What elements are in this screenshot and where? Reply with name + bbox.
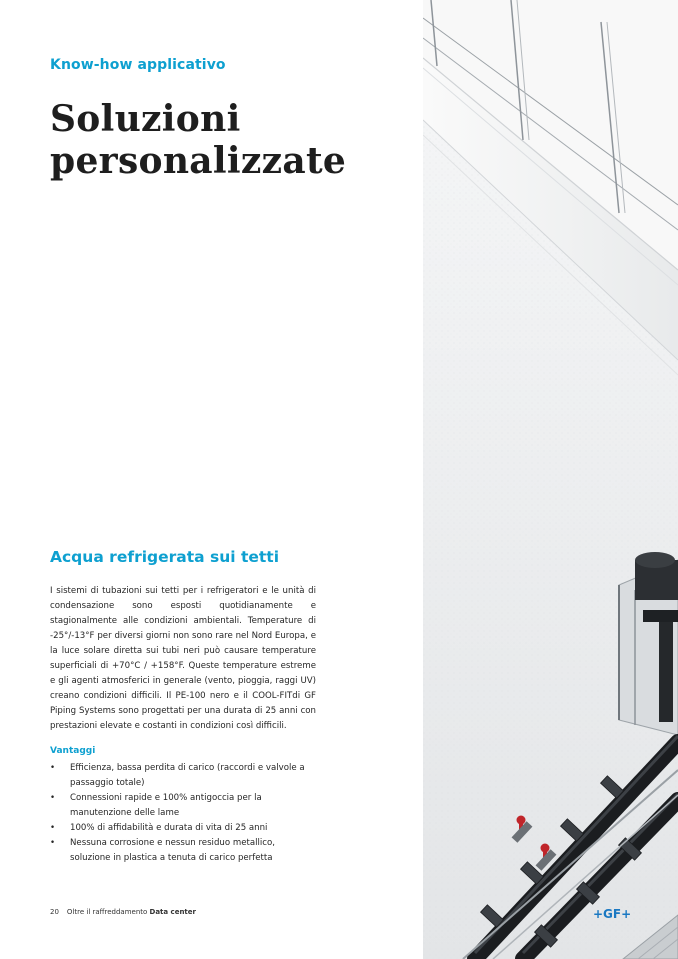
page-title-line-2: personalizzate bbox=[50, 140, 347, 182]
list-item-text: Connessioni rapide e 100% antigoccia per la manutenzione delle lame bbox=[70, 793, 262, 818]
advantages-title: Vantaggi bbox=[50, 746, 96, 756]
list-item bbox=[50, 821, 318, 836]
footer-bold-text: Data center bbox=[149, 908, 196, 916]
list-item-text: Nessuna corrosione e nessun residuo metallico, soluzione in plastica a tenuta di carico perfetta bbox=[70, 838, 276, 863]
rooftop-piping-illustration bbox=[423, 0, 678, 959]
advantages-list bbox=[50, 761, 318, 866]
page-number: 20 bbox=[50, 908, 59, 916]
list-item bbox=[50, 791, 318, 821]
chiller-pump-top bbox=[635, 552, 675, 568]
section-title: Acqua refrigerata sui tetti bbox=[50, 548, 280, 566]
list-item bbox=[50, 761, 318, 791]
page-title-line-1: Soluzioni bbox=[50, 98, 241, 140]
list-item-text: Efficienza, bassa perdita di carico (raccordi e valvole a passaggio totale) bbox=[70, 763, 305, 788]
section-body: I sistemi di tubazioni sui tetti per i refrigeratori e le unità di condensazione sono esposti quotidianamente e stagionalmente alle condizioni ambientali. Temperature di -25°/-13°F per diversi giorni non sono rare nel Nord Europa, e la luce solare diretta sui tubi neri può causare temperature superficiali di +70°C / +158°F. Queste temperature estreme e gli agenti atmosferici in generale (vento, pioggia, raggi UV) creano condizioni difficili. Il PE-100 nero e il COOL-FITdi GF Piping Systems sono progettati per una durata di 25 anni con prestazioni elevate e costanti in condizioni così difficili. bbox=[50, 586, 316, 731]
chiller-riser-pipe bbox=[659, 622, 673, 722]
gf-logo: +GF+ bbox=[593, 907, 632, 921]
list-item-text: 100% di affidabilità e durata di vita di 25 anni bbox=[70, 823, 268, 833]
bullet-icon: • bbox=[50, 763, 56, 773]
footer-text: Oltre il raffreddamento bbox=[66, 908, 148, 916]
bullet-icon: • bbox=[50, 823, 56, 833]
list-item bbox=[50, 836, 318, 866]
page-footer bbox=[50, 908, 196, 916]
page-title bbox=[50, 98, 410, 182]
bullet-icon: • bbox=[50, 838, 56, 848]
bullet-icon: • bbox=[50, 793, 56, 803]
kicker-label: Know-how applicativo bbox=[50, 57, 226, 73]
illustration-svg bbox=[423, 0, 678, 959]
chiller-pipe-joint bbox=[643, 610, 678, 622]
